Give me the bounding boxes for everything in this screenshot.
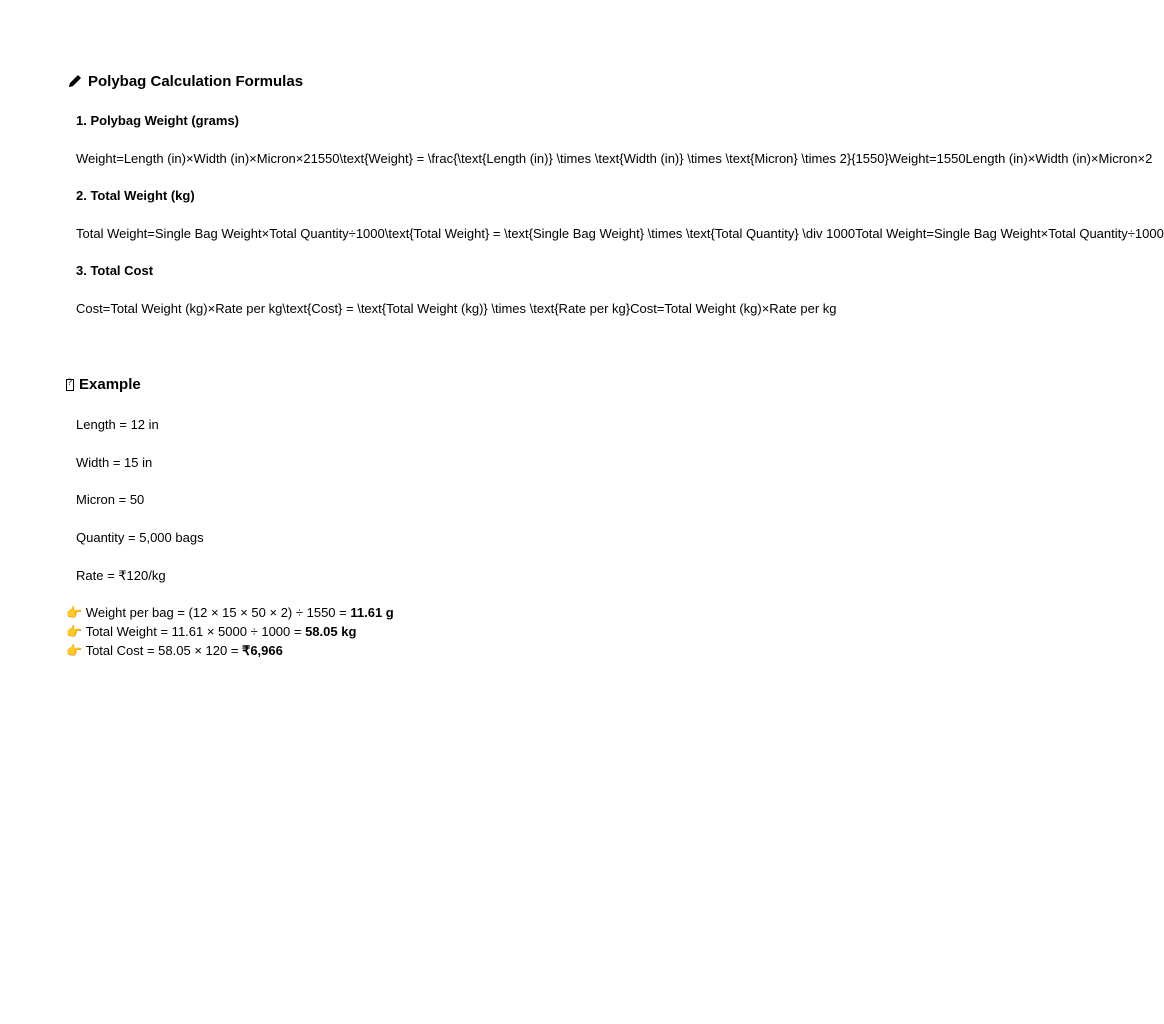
result-weight-per-bag-value: 11.61 g	[350, 605, 394, 620]
example-input-width: Width = 15 in	[76, 455, 153, 470]
formulas-heading	[66, 72, 303, 90]
example-heading	[66, 376, 141, 393]
formula-total-weight: Total Weight=Single Bag Weight×Total Quantity÷1000\text{Total Weight} = \text{Single Bag Weight} \times \text{Total Quantity} \div 1000Total Weight=Single Bag Weight×Total Quantity÷1000	[76, 226, 1164, 241]
example-input-micron: Micron = 50	[76, 492, 145, 507]
formula-heading-weight: 1. Polybag Weight (grams)	[76, 113, 240, 128]
example-input-length: Length = 12 in	[76, 417, 159, 432]
example-title: Example	[79, 376, 141, 393]
result-weight-per-bag-text: 👉 Weight per bag = (12 × 15 × 50 × 2) ÷ 1550 =	[66, 605, 351, 620]
formulas-title: Polybag Calculation Formulas	[88, 72, 304, 90]
formula-weight: Weight=Length (in)×Width (in)×Micron×21550\text{Weight} = \frac{\text{Length (in)} \times \text{Width (in)} \times \text{Micron} \times 2}{1550}Weight=1550Length (in)×Width (in)×Micron×2	[76, 151, 1153, 166]
formula-heading-total-weight: 2. Total Weight (kg)	[76, 188, 195, 203]
example-input-rate: Rate = ₹120/kg	[76, 568, 166, 583]
example-input-quantity: Quantity = 5,000 bags	[76, 530, 204, 545]
formula-total-cost: Cost=Total Weight (kg)×Rate per kg\text{Cost} = \text{Total Weight (kg)} \times \text{Rate per kg}Cost=Total Weight (kg)×Rate per kg	[76, 301, 837, 316]
result-weight-per-bag	[66, 605, 394, 621]
missing-glyph-icon	[66, 379, 74, 391]
result-total-weight	[66, 624, 356, 640]
formula-heading-total-cost: 3. Total Cost	[76, 263, 154, 278]
result-total-cost-text: 👉 Total Cost = 58.05 × 120 =	[66, 643, 243, 658]
result-total-weight-value: 58.05 kg	[305, 624, 357, 639]
result-total-cost-value: ₹6,966	[242, 643, 283, 658]
result-total-weight-text: 👉 Total Weight = 11.61 × 5000 ÷ 1000 =	[66, 624, 306, 639]
pencil-icon	[66, 72, 84, 90]
result-total-cost	[66, 643, 283, 659]
